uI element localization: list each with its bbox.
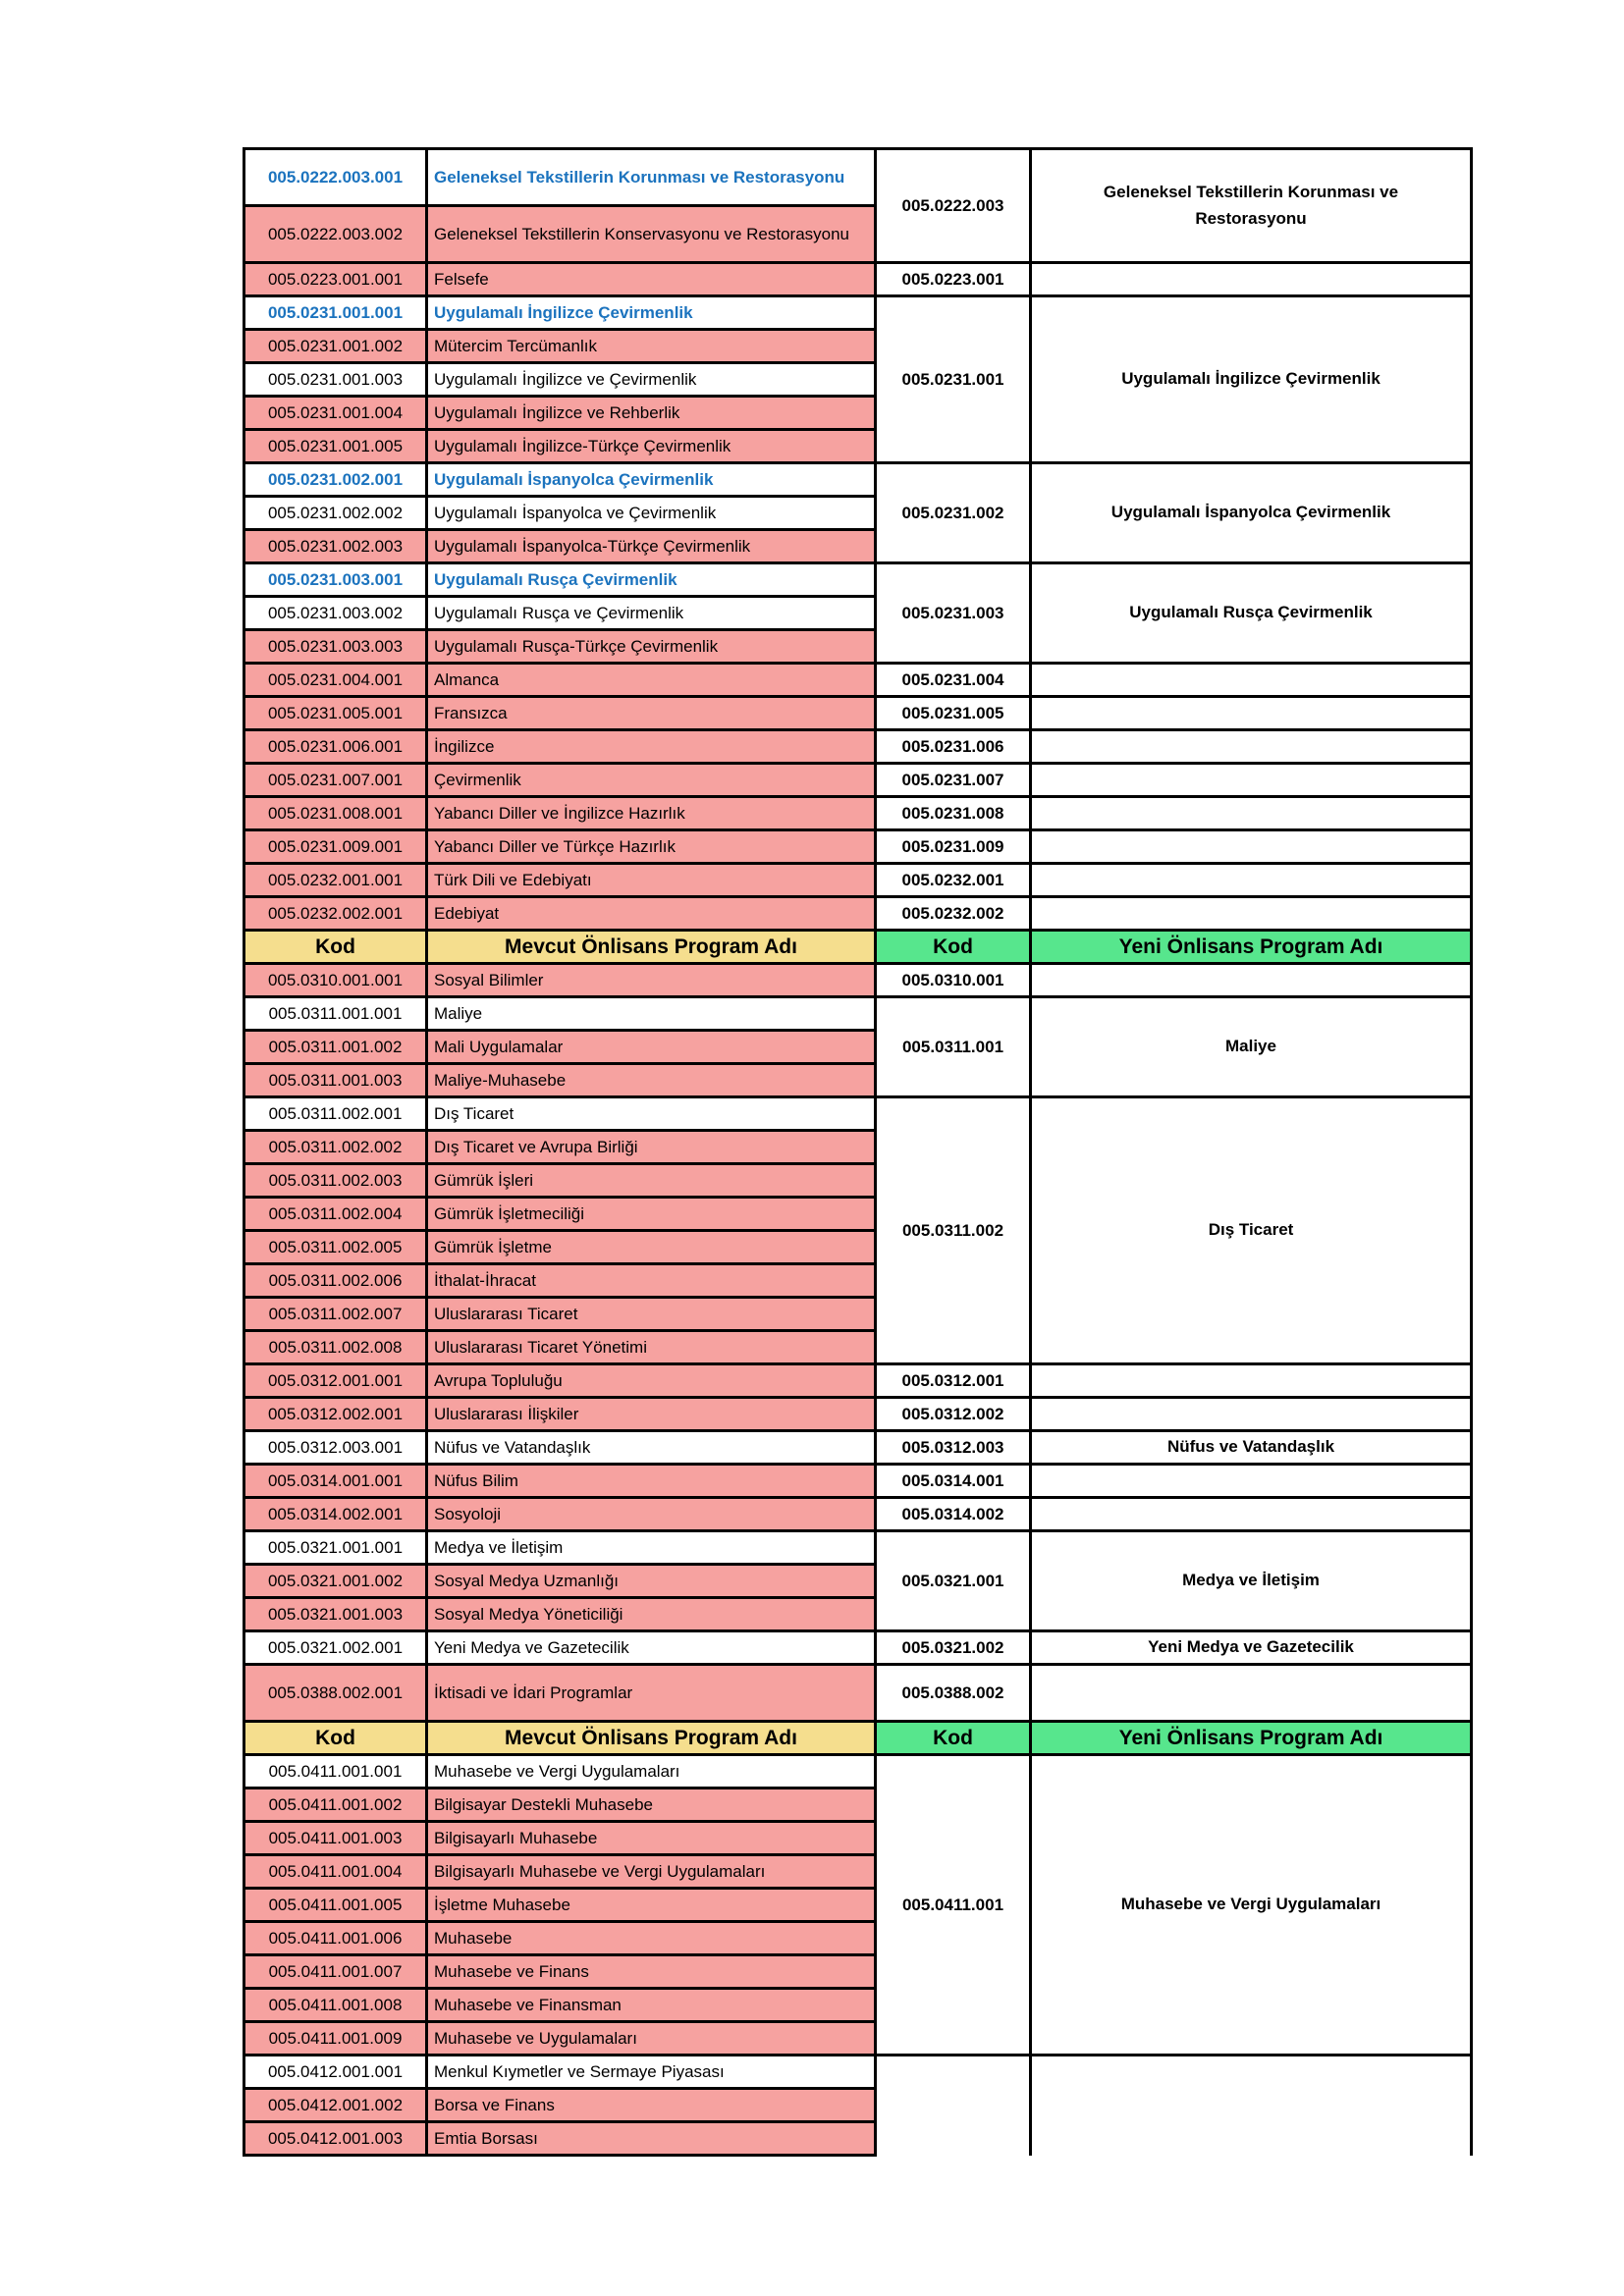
header-old-name-cell: Mevcut Önlisans Program Adı xyxy=(427,1722,876,1755)
old-name-cell: Uluslararası İlişkiler xyxy=(427,1398,876,1431)
table-row xyxy=(244,730,1472,764)
new-name-cell xyxy=(1031,1465,1472,1498)
old-name-cell: Sosyal Bilimler xyxy=(427,964,876,997)
old-code-cell: 005.0311.002.008 xyxy=(244,1331,427,1364)
header-new-code-cell: Kod xyxy=(876,931,1031,964)
header-old-name-cell: Mevcut Önlisans Program Adı xyxy=(427,931,876,964)
old-name-cell: Maliye xyxy=(427,997,876,1031)
header-old-code-cell: Kod xyxy=(244,1722,427,1755)
old-code-cell: 005.0312.003.001 xyxy=(244,1431,427,1465)
old-code-cell: 005.0231.002.002 xyxy=(244,497,427,530)
new-code-cell: 005.0231.008 xyxy=(876,797,1031,830)
old-code-cell: 005.0231.008.001 xyxy=(244,797,427,830)
old-name-cell: Bilgisayarlı Muhasebe xyxy=(427,1822,876,1855)
old-name-cell: Mütercim Tercümanlık xyxy=(427,330,876,363)
new-name-cell xyxy=(1031,1398,1472,1431)
old-code-cell: 005.0231.001.004 xyxy=(244,397,427,430)
old-name-cell: Uygulamalı İspanyolca Çevirmenlik xyxy=(427,463,876,497)
new-name-cell xyxy=(1031,730,1472,764)
old-name-cell: Uygulamalı Rusça Çevirmenlik xyxy=(427,563,876,597)
new-code-cell: 005.0231.001 xyxy=(876,296,1031,463)
old-name-cell: İthalat-İhracat xyxy=(427,1264,876,1298)
header-new-name-cell: Yeni Önlisans Program Adı xyxy=(1031,931,1472,964)
table-row xyxy=(244,1665,1472,1722)
old-name-cell: Emtia Borsası xyxy=(427,2122,876,2156)
old-code-cell: 005.0231.005.001 xyxy=(244,697,427,730)
program-mapping-table-body xyxy=(244,149,1472,2156)
old-name-cell: Uygulamalı İspanyolca-Türkçe Çevirmenlik xyxy=(427,530,876,563)
new-code-cell: 005.0231.004 xyxy=(876,664,1031,697)
new-code-cell: 005.0411.001 xyxy=(876,1755,1031,2056)
old-name-cell: Yabancı Diller ve İngilizce Hazırlık xyxy=(427,797,876,830)
new-code-cell: 005.0311.002 xyxy=(876,1097,1031,1364)
new-name-cell xyxy=(1031,1364,1472,1398)
old-name-cell: Sosyal Medya Uzmanlığı xyxy=(427,1565,876,1598)
old-code-cell: 005.0232.002.001 xyxy=(244,897,427,931)
old-code-cell: 005.0312.001.001 xyxy=(244,1364,427,1398)
table-row xyxy=(244,463,1472,497)
table-row xyxy=(244,296,1472,330)
table-row xyxy=(244,1631,1472,1665)
old-name-cell: Borsa ve Finans xyxy=(427,2089,876,2122)
old-name-cell: Geleneksel Tekstillerin Korunması ve Restorasyonu xyxy=(427,149,876,206)
new-name-cell xyxy=(1031,964,1472,997)
old-code-cell: 005.0231.007.001 xyxy=(244,764,427,797)
old-code-cell: 005.0412.001.001 xyxy=(244,2056,427,2089)
old-name-cell: Nüfus Bilim xyxy=(427,1465,876,1498)
old-name-cell: Felsefe xyxy=(427,263,876,296)
old-name-cell: Muhasebe ve Finans xyxy=(427,1955,876,1989)
old-name-cell: Uygulamalı Rusça ve Çevirmenlik xyxy=(427,597,876,630)
program-mapping-table xyxy=(243,147,1473,2157)
old-name-cell: Sosyal Medya Yöneticiliği xyxy=(427,1598,876,1631)
old-name-cell: Uygulamalı İngilizce ve Çevirmenlik xyxy=(427,363,876,397)
old-code-cell: 005.0311.002.005 xyxy=(244,1231,427,1264)
table-row xyxy=(244,997,1472,1031)
new-name-cell: Geleneksel Tekstillerin Korunması ve Restorasyonu xyxy=(1031,149,1472,263)
old-code-cell: 005.0314.001.001 xyxy=(244,1465,427,1498)
old-code-cell: 005.0312.002.001 xyxy=(244,1398,427,1431)
old-code-cell: 005.0314.002.001 xyxy=(244,1498,427,1531)
old-name-cell: Nüfus ve Vatandaşlık xyxy=(427,1431,876,1465)
header-new-name-cell: Yeni Önlisans Program Adı xyxy=(1031,1722,1472,1755)
old-name-cell: Yeni Medya ve Gazetecilik xyxy=(427,1631,876,1665)
old-code-cell: 005.0222.003.002 xyxy=(244,206,427,263)
table-row xyxy=(244,764,1472,797)
old-code-cell: 005.0411.001.006 xyxy=(244,1922,427,1955)
old-code-cell: 005.0311.002.007 xyxy=(244,1298,427,1331)
new-code-cell: 005.0312.003 xyxy=(876,1431,1031,1465)
new-code-cell: 005.0312.001 xyxy=(876,1364,1031,1398)
table-row xyxy=(244,1465,1472,1498)
new-name-cell: Yeni Medya ve Gazetecilik xyxy=(1031,1631,1472,1665)
new-name-cell: Medya ve İletişim xyxy=(1031,1531,1472,1631)
old-name-cell: İktisadi ve İdari Programlar xyxy=(427,1665,876,1722)
table-row xyxy=(244,149,1472,206)
new-name-cell xyxy=(1031,1498,1472,1531)
old-name-cell: Menkul Kıymetler ve Sermaye Piyasası xyxy=(427,2056,876,2089)
old-name-cell: Uygulamalı İngilizce ve Rehberlik xyxy=(427,397,876,430)
old-code-cell: 005.0231.001.002 xyxy=(244,330,427,363)
table-row xyxy=(244,563,1472,597)
old-code-cell: 005.0232.001.001 xyxy=(244,864,427,897)
new-name-cell xyxy=(1031,864,1472,897)
table-row xyxy=(244,1398,1472,1431)
table-row xyxy=(244,1498,1472,1531)
old-name-cell: Maliye-Muhasebe xyxy=(427,1064,876,1097)
old-name-cell: Uygulamalı İspanyolca ve Çevirmenlik xyxy=(427,497,876,530)
new-code-cell: 005.0388.002 xyxy=(876,1665,1031,1722)
old-code-cell: 005.0223.001.001 xyxy=(244,263,427,296)
table-row xyxy=(244,2056,1472,2089)
old-code-cell: 005.0411.001.004 xyxy=(244,1855,427,1889)
old-code-cell: 005.0411.001.002 xyxy=(244,1789,427,1822)
table-row xyxy=(244,1531,1472,1565)
table-row xyxy=(244,964,1472,997)
old-name-cell: Edebiyat xyxy=(427,897,876,931)
old-code-cell: 005.0411.001.007 xyxy=(244,1955,427,1989)
old-code-cell: 005.0231.002.003 xyxy=(244,530,427,563)
old-code-cell: 005.0222.003.001 xyxy=(244,149,427,206)
new-name-cell xyxy=(1031,764,1472,797)
old-name-cell: Gümrük İşletme xyxy=(427,1231,876,1264)
new-name-cell: Uygulamalı İspanyolca Çevirmenlik xyxy=(1031,463,1472,563)
header-new-code-cell: Kod xyxy=(876,1722,1031,1755)
new-name-cell xyxy=(1031,1665,1472,1722)
table-row xyxy=(244,263,1472,296)
new-name-cell xyxy=(1031,830,1472,864)
table-row xyxy=(244,1097,1472,1131)
new-name-cell: Dış Ticaret xyxy=(1031,1097,1472,1364)
new-code-cell: 005.0231.007 xyxy=(876,764,1031,797)
new-code-cell: 005.0310.001 xyxy=(876,964,1031,997)
new-code-cell: 005.0232.001 xyxy=(876,864,1031,897)
old-name-cell: Sosyoloji xyxy=(427,1498,876,1531)
old-code-cell: 005.0310.001.001 xyxy=(244,964,427,997)
new-name-cell xyxy=(1031,697,1472,730)
new-name-cell xyxy=(1031,664,1472,697)
old-code-cell: 005.0231.001.003 xyxy=(244,363,427,397)
old-name-cell: Muhasebe xyxy=(427,1922,876,1955)
new-code-cell: 005.0222.003 xyxy=(876,149,1031,263)
old-name-cell: Uygulamalı İngilizce-Türkçe Çevirmenlik xyxy=(427,430,876,463)
old-name-cell: Gümrük İşletmeciliği xyxy=(427,1198,876,1231)
old-code-cell: 005.0231.001.005 xyxy=(244,430,427,463)
old-code-cell: 005.0231.003.001 xyxy=(244,563,427,597)
new-name-cell xyxy=(1031,263,1472,296)
old-code-cell: 005.0411.001.001 xyxy=(244,1755,427,1789)
old-code-cell: 005.0231.001.001 xyxy=(244,296,427,330)
new-code-cell: 005.0314.002 xyxy=(876,1498,1031,1531)
old-code-cell: 005.0388.002.001 xyxy=(244,1665,427,1722)
new-name-cell xyxy=(1031,2056,1472,2156)
old-code-cell: 005.0412.001.003 xyxy=(244,2122,427,2156)
old-code-cell: 005.0321.002.001 xyxy=(244,1631,427,1665)
old-code-cell: 005.0411.001.003 xyxy=(244,1822,427,1855)
old-code-cell: 005.0321.001.001 xyxy=(244,1531,427,1565)
new-name-cell xyxy=(1031,797,1472,830)
old-name-cell: İngilizce xyxy=(427,730,876,764)
old-code-cell: 005.0321.001.002 xyxy=(244,1565,427,1598)
old-name-cell: Bilgisayarlı Muhasebe ve Vergi Uygulamaları xyxy=(427,1855,876,1889)
table-row xyxy=(244,1755,1472,1789)
table-row xyxy=(244,697,1472,730)
old-name-cell: Dış Ticaret xyxy=(427,1097,876,1131)
old-name-cell: Muhasebe ve Finansman xyxy=(427,1989,876,2022)
old-name-cell: Geleneksel Tekstillerin Konservasyonu ve Restorasyonu xyxy=(427,206,876,263)
old-code-cell: 005.0321.001.003 xyxy=(244,1598,427,1631)
old-code-cell: 005.0231.002.001 xyxy=(244,463,427,497)
header-row xyxy=(244,931,1472,964)
new-code-cell: 005.0311.001 xyxy=(876,997,1031,1097)
old-name-cell: Türk Dili ve Edebiyatı xyxy=(427,864,876,897)
new-code-cell: 005.0232.002 xyxy=(876,897,1031,931)
old-name-cell: Uluslararası Ticaret Yönetimi xyxy=(427,1331,876,1364)
new-code-cell: 005.0231.006 xyxy=(876,730,1031,764)
old-name-cell: Çevirmenlik xyxy=(427,764,876,797)
old-code-cell: 005.0231.003.002 xyxy=(244,597,427,630)
old-name-cell: Muhasebe ve Uygulamaları xyxy=(427,2022,876,2056)
old-code-cell: 005.0311.002.003 xyxy=(244,1164,427,1198)
new-code-cell: 005.0231.005 xyxy=(876,697,1031,730)
table-row xyxy=(244,897,1472,931)
old-code-cell: 005.0231.006.001 xyxy=(244,730,427,764)
old-name-cell: Dış Ticaret ve Avrupa Birliği xyxy=(427,1131,876,1164)
old-code-cell: 005.0311.002.004 xyxy=(244,1198,427,1231)
old-name-cell: Fransızca xyxy=(427,697,876,730)
old-name-cell: Almanca xyxy=(427,664,876,697)
old-name-cell: Uygulamalı İngilizce Çevirmenlik xyxy=(427,296,876,330)
old-name-cell: Medya ve İletişim xyxy=(427,1531,876,1565)
table-row xyxy=(244,1431,1472,1465)
new-code-cell: 005.0231.002 xyxy=(876,463,1031,563)
old-code-cell: 005.0411.001.008 xyxy=(244,1989,427,2022)
old-name-cell: Mali Uygulamalar xyxy=(427,1031,876,1064)
new-code-cell: 005.0314.001 xyxy=(876,1465,1031,1498)
header-row xyxy=(244,1722,1472,1755)
old-code-cell: 005.0411.001.005 xyxy=(244,1889,427,1922)
new-name-cell xyxy=(1031,897,1472,931)
old-code-cell: 005.0412.001.002 xyxy=(244,2089,427,2122)
new-code-cell: 005.0321.002 xyxy=(876,1631,1031,1665)
old-code-cell: 005.0311.002.001 xyxy=(244,1097,427,1131)
new-name-cell: Nüfus ve Vatandaşlık xyxy=(1031,1431,1472,1465)
table-row xyxy=(244,664,1472,697)
old-code-cell: 005.0311.001.003 xyxy=(244,1064,427,1097)
new-code-cell: 005.0321.001 xyxy=(876,1531,1031,1631)
new-code-cell xyxy=(876,2056,1031,2156)
new-code-cell: 005.0231.009 xyxy=(876,830,1031,864)
table-row xyxy=(244,830,1472,864)
old-name-cell: Avrupa Topluluğu xyxy=(427,1364,876,1398)
old-code-cell: 005.0231.009.001 xyxy=(244,830,427,864)
new-name-cell: Uygulamalı İngilizce Çevirmenlik xyxy=(1031,296,1472,463)
old-code-cell: 005.0231.004.001 xyxy=(244,664,427,697)
old-name-cell: Uluslararası Ticaret xyxy=(427,1298,876,1331)
new-code-cell: 005.0231.003 xyxy=(876,563,1031,664)
header-old-code-cell: Kod xyxy=(244,931,427,964)
old-name-cell: Uygulamalı Rusça-Türkçe Çevirmenlik xyxy=(427,630,876,664)
old-code-cell: 005.0311.002.002 xyxy=(244,1131,427,1164)
table-row xyxy=(244,1364,1472,1398)
new-code-cell: 005.0312.002 xyxy=(876,1398,1031,1431)
table-row xyxy=(244,864,1472,897)
table-row xyxy=(244,797,1472,830)
old-name-cell: Gümrük İşleri xyxy=(427,1164,876,1198)
old-name-cell: İşletme Muhasebe xyxy=(427,1889,876,1922)
new-code-cell: 005.0223.001 xyxy=(876,263,1031,296)
new-name-cell: Muhasebe ve Vergi Uygulamaları xyxy=(1031,1755,1472,2056)
old-name-cell: Bilgisayar Destekli Muhasebe xyxy=(427,1789,876,1822)
old-code-cell: 005.0231.003.003 xyxy=(244,630,427,664)
old-code-cell: 005.0311.001.002 xyxy=(244,1031,427,1064)
old-code-cell: 005.0311.001.001 xyxy=(244,997,427,1031)
old-code-cell: 005.0311.002.006 xyxy=(244,1264,427,1298)
old-name-cell: Yabancı Diller ve Türkçe Hazırlık xyxy=(427,830,876,864)
old-name-cell: Muhasebe ve Vergi Uygulamaları xyxy=(427,1755,876,1789)
old-code-cell: 005.0411.001.009 xyxy=(244,2022,427,2056)
new-name-cell: Uygulamalı Rusça Çevirmenlik xyxy=(1031,563,1472,664)
new-name-cell: Maliye xyxy=(1031,997,1472,1097)
